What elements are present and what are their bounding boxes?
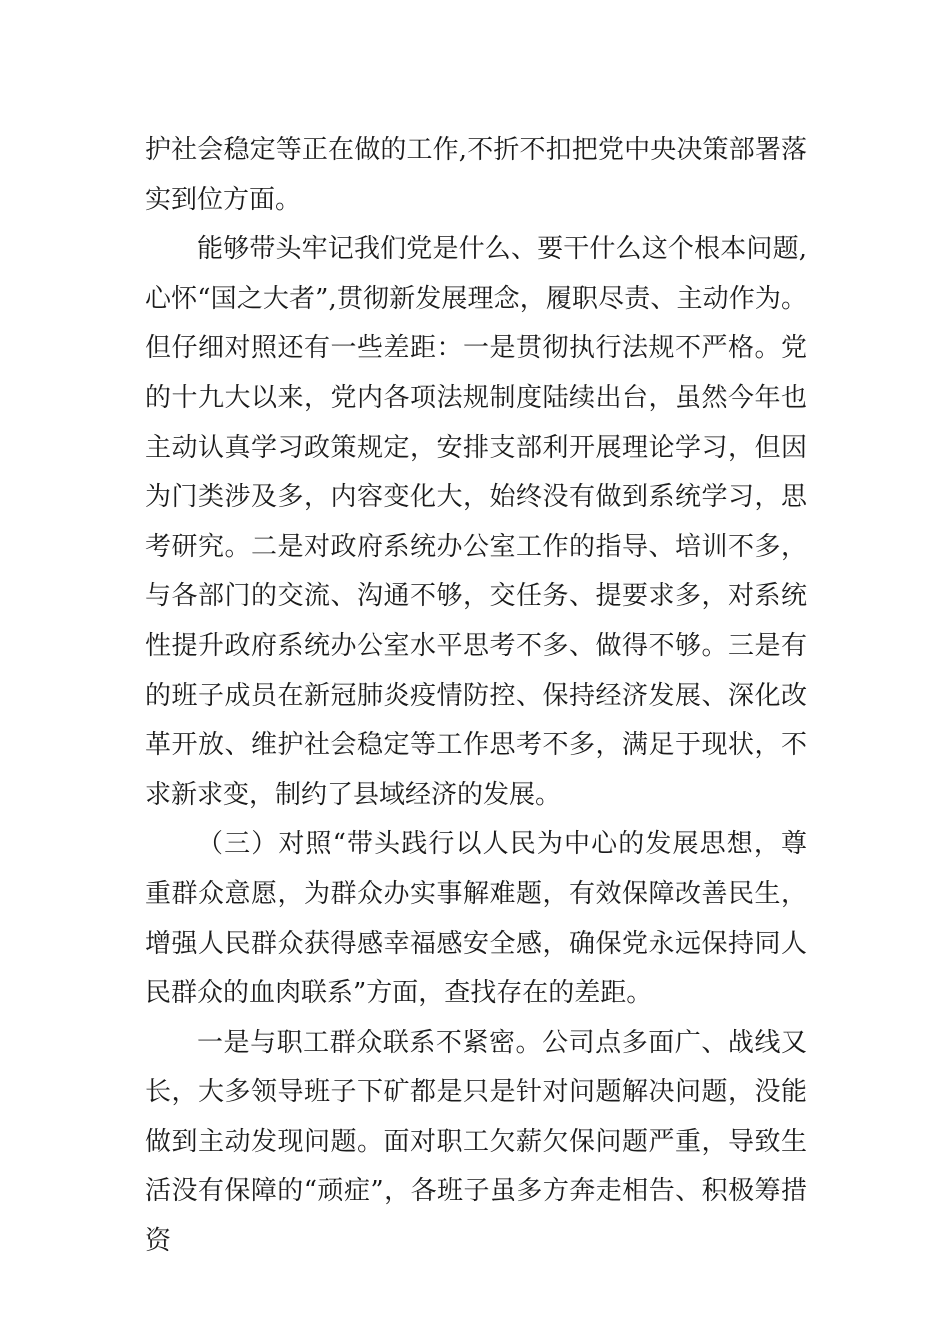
paragraph-point-one: 一是与职工群众联系不紧密。公司点多面广、战线又长，大多领导班子下矿都是只是针对问题解决问题，没能做到主动发现问题。面对职工欠薪欠保问题严重，导致生活没有保障的“顽症”，各班子虽多方奔走相告、积极筹措资 bbox=[145, 1027, 807, 1257]
document-body bbox=[145, 126, 807, 1267]
paragraph-self-review: 能够带头牢记我们党是什么、要干什么这个根本问题,心怀“国之大者”,贯彻新发展理念，履职尽责、主动作为。但仔细对照还有一些差距：一是贯彻执行法规不严格。党的十九大以来，党内各项法规制度陆续出台，虽然今年也主动认真学习政策规定，安排支部利开展理论学习，但因为门类涉及多，内容变化大，始终没有做到系统学习，思考研究。二是对政府系统办公室工作的指导、培训不多，与各部门的交流、沟通不够，交任务、提要求多，对系统性提升政府系统办公室水平思考不多、做得不够。三是有的班子成员在新冠肺炎疫情防控、保持经济发展、深化改革开放、维护社会稳定等工作思考不多，满足于现状，不求新求变，制约了县域经济的发展。 bbox=[145, 234, 807, 810]
paragraph-continuation: 护社会稳定等正在做的工作,不折不扣把党中央决策部署落实到位方面。 bbox=[145, 135, 807, 215]
paragraph-section-three-heading: （三）对照“带头践行以人民为中心的发展思想，尊重群众意愿，为群众办实事解难题，有效保障改善民生，增强人民群众获得感幸福感安全感，确保党永远保持同人民群众的血肉联系”方面，查找存在的差距。 bbox=[145, 829, 807, 1009]
